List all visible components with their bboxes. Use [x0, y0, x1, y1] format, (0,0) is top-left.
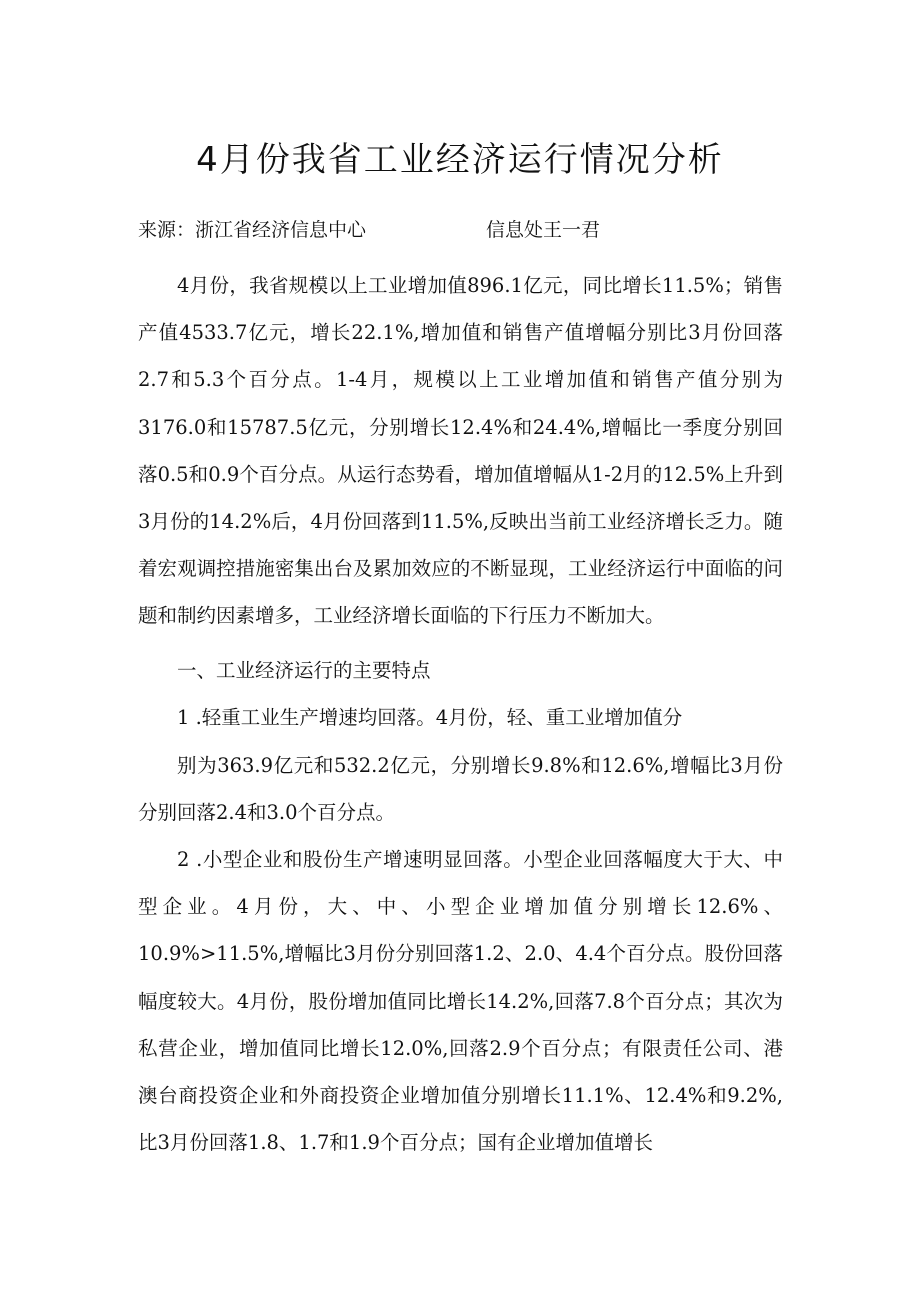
paragraph-light-heavy-industry-lead: 1 .轻重工业生产增速均回落。4月份，轻、重工业增加值分 [177, 706, 683, 729]
source-label: 来源：浙江省经济信息中心 [138, 219, 367, 241]
paragraph-light-heavy-industry-detail: 别为363.9亿元和532.2亿元，分别增长9.8%和12.6%,增幅比3月份分别回落2.4和3.0个百分点。 [138, 754, 783, 825]
section-heading-main-features: 一、工业经济运行的主要特点 [177, 659, 431, 682]
document-title: 4月份我省工业经济运行情况分析 [196, 140, 724, 180]
paragraph-intro: 4月份，我省规模以上工业增加值896.1亿元，同比增长11.5%；销售产值4533.7亿元，增长22.1%,增加值和销售产值增幅分别比3月份回落2.7和5.3个百分点。1-4月，规模以上工业增加值和销售产值分别为3176.0和15787.5亿元，分别增长12.4%和24.4%,增幅比一季度分别回落0.5和0.9个百分点。从运行态势看，增加值增幅从1-2月的12.5%上升到3月份的14.2%后，4月份回落到11.5%,反映出当前工业经济增长乏力。随着宏观调控措施密集出台及累加效应的不断显现，工业经济运行中面临的问题和制约因素增多，工业经济增长面临的下行压力不断加大。 [138, 274, 783, 628]
paragraph-small-enterprises: 2 .小型企业和股份生产增速明显回落。小型企业回落幅度大于大、中型企业。4月份，大、中、小型企业增加值分别增长12.6%、10.9%>11.5%,增幅比3月份分别回落1.2、2.0、4.4个百分点。股份回落幅度较大。4月份，股份增加值同比增长14.2%,回落7.8个百分点；其次为私营企业，增加值同比增长12.0%,回落2.9个百分点；有限责任公司、港澳台商投资企业和外商投资企业增加值分别增长11.1%、12.4%和9.2%,比3月份回落1.8、1.7和1.9个百分点；国有企业增加值增长 [138, 848, 783, 1155]
source-line [138, 214, 798, 246]
author-label: 信息处王一君 [486, 219, 601, 241]
